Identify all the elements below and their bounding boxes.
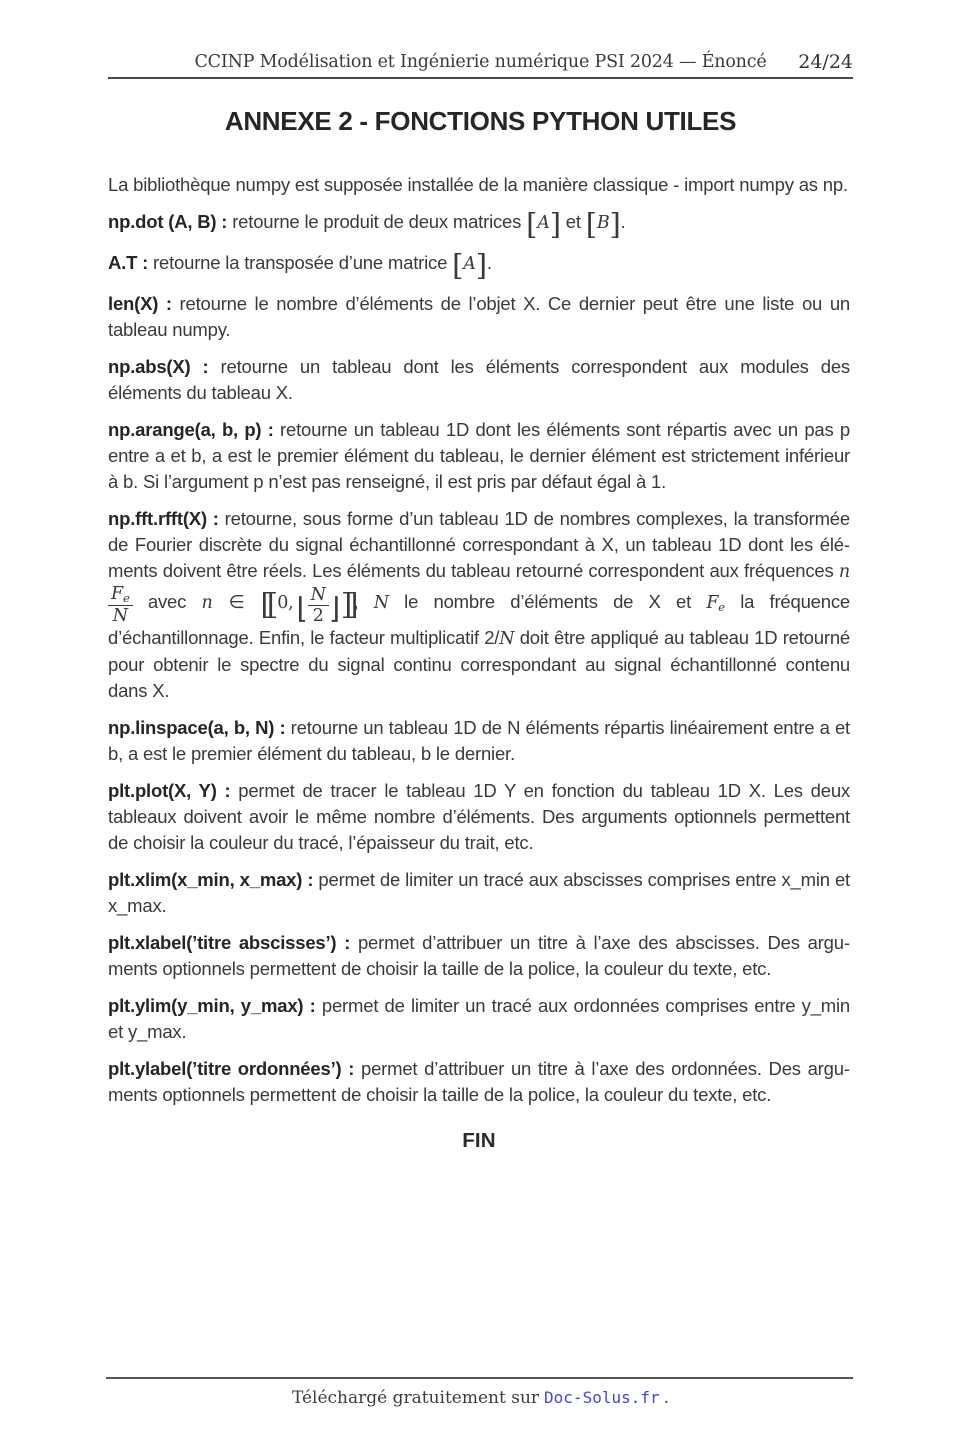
math-var-F: F [706, 593, 719, 614]
entry-plt-ylim [108, 993, 850, 1045]
entry-text: retourne la transposée d’une matrice [148, 252, 453, 273]
double-bracket-open: [[ [260, 587, 274, 622]
page-number: 24/24 [798, 51, 853, 73]
entry-np-arange [108, 417, 850, 495]
entry-np-linspace [108, 715, 850, 767]
left-bracket: [ [526, 207, 538, 241]
entry-text: retourne un tableau dont les éléments correspondent aux modules des éléments du tableau X. [108, 356, 850, 403]
math-var-f: F [111, 584, 123, 604]
math-var-n: n [201, 593, 213, 614]
entry-plt-xlabel [108, 930, 850, 982]
entry-label: np.dot (A, B) : [108, 211, 228, 232]
entry-text: permet d’attribuer un titre à l’axe des ordonnées. Des arguments optionnels permettent de choisir la taille de la police, la couleur du texte, etc. [108, 1058, 850, 1106]
entry-label: plt.ylabel(’titre ordonnées’) : [108, 1058, 355, 1080]
entry-plt-xlim [108, 867, 850, 919]
entry-label: np.abs(X) : [108, 356, 209, 377]
math-zero: 0, [277, 593, 294, 614]
left-bracket: [ [585, 207, 597, 241]
entry-plt-ylabel [108, 1056, 850, 1108]
fraction-denominator: 2 [312, 606, 324, 627]
footer-link[interactable]: Doc-Solus.fr [544, 1388, 660, 1407]
footer-divider [106, 1377, 853, 1379]
math-subscript-e: e [718, 600, 725, 615]
entry-label: np.arange(a, b, p) : [108, 419, 274, 440]
matrix-var-a: A [463, 254, 476, 274]
fraction-denominator: N [112, 606, 128, 627]
double-bracket-close: ]] [340, 587, 354, 622]
entry-text: . [620, 211, 626, 232]
entry-text: retourne un tableau 1D de N éléments répartis linéairement entre a et b, a est le premier élément du tableau, b le dernier. [108, 717, 850, 765]
entry-text: permet de tracer le tableau 1D Y en fonction du tableau 1D X. Les deux tableaux doivent avoir le même nombre d’éléments. Des arguments optionnels permettent de choisir la couleur du tracé, l’épaisseur du trait, etc. [108, 780, 850, 854]
footer-text: Téléchargé gratuitement sur [291, 1388, 540, 1408]
footer-period: . [663, 1388, 670, 1408]
entry-text: . [486, 252, 492, 273]
entry-label: len(X) : [108, 293, 172, 314]
matrix-var-b: B [596, 213, 610, 233]
entry-text: la fréquence d’échantillonnage. Enfin, le facteur multiplicatif 2/ [108, 591, 850, 649]
entry-label: plt.xlim(x_min, x_max) : [108, 869, 314, 891]
fraction-fe-over-n [108, 585, 133, 625]
matrix-var-a: A [537, 213, 550, 233]
right-bracket: ] [549, 207, 561, 241]
entry-label: np.linspace(a, b, N) : [108, 717, 286, 739]
page-header [108, 52, 853, 72]
entry-text: permet d’attribuer un titre à l’axe des abscisses. Des arguments optionnels permettent de choisir la taille de la police, la couleur du texte, etc. [108, 932, 850, 980]
entry-label: np.fft.rfft(X) : [108, 508, 219, 529]
math-var-N: N [499, 629, 515, 650]
right-bracket: ] [475, 248, 487, 282]
entry-np-abs [108, 354, 850, 406]
entry-text: retourne le produit de deux matrices [227, 211, 527, 232]
header-divider [108, 77, 853, 79]
entry-transpose [108, 250, 850, 280]
math-var-N: N [373, 593, 389, 614]
entry-label: plt.plot(X, Y) : [108, 780, 231, 802]
entry-plt-plot [108, 778, 850, 856]
entry-text: avec [132, 591, 202, 613]
header-title: CCINP Modélisation et Ingénierie numérique PSI 2024 — Énoncé [194, 52, 767, 72]
element-of-symbol: ∈ [212, 592, 261, 614]
math-subscript-e: e [122, 591, 130, 605]
entry-text: le nombre d’éléments de X et [388, 591, 707, 613]
math-var-n: n [838, 562, 850, 582]
entry-label: A.T : [108, 252, 149, 273]
page-title: ANNEXE 2 - FONCTIONS PYTHON UTILES [224, 106, 737, 136]
entry-text: , [353, 591, 374, 613]
matrix-a-notation [526, 207, 561, 241]
intro-text: La bibliothèque numpy est supposée installée de la manière classique - import numpy as np. [108, 174, 848, 195]
entry-text: permet de limiter un tracé aux ordonnées comprises entre y_min et y_max. [108, 995, 850, 1043]
floor-close: ⌋ [328, 591, 340, 626]
entry-label: plt.xlabel(’titre abscisses’) : [108, 932, 351, 954]
entry-text: retourne un tableau 1D dont les éléments sont répartis avec un pas p entre a et b, a est le premier élément du tableau, le dernier élément est strictement inférieur à b. Si l’argument p n’est pas renseigné, il est pris par défaut égal à 1. [108, 419, 850, 492]
left-bracket: [ [452, 248, 464, 282]
entry-np-dot [108, 209, 850, 239]
entry-np-fft-rfft [108, 506, 850, 704]
entry-text: permet de limiter un tracé aux abscisses comprises entre x_min et x_max. [108, 869, 850, 917]
paragraph-intro [108, 172, 850, 198]
footer [108, 1388, 853, 1408]
entry-text: et [560, 211, 586, 232]
entry-text: doit être appliqué au tableau 1D retourné pour obtenir le spectre du signal continu correspondant au signal échantillonné contenu dans X. [108, 627, 850, 702]
matrix-b-notation [585, 207, 621, 241]
fin-text: FIN [462, 1129, 496, 1153]
entry-label: plt.ylim(y_min, y_max) : [108, 995, 316, 1017]
floor-open: ⌊ [296, 591, 308, 626]
entry-text: retourne le nombre d’éléments de l’objet X. Ce dernier peut être une liste ou un tableau numpy. [108, 293, 850, 340]
fraction-numerator [108, 585, 133, 606]
fraction-numerator: N [308, 586, 329, 606]
matrix-a-notation [452, 248, 487, 282]
right-bracket: ] [609, 207, 621, 241]
fraction-n-over-2 [308, 586, 329, 626]
entry-text: retourne, sous forme d’un tableau 1D de nombres complexes, la transformée de Fourier discrète du signal échantillonné correspondant à X, un tableau 1D dont les éléments doivent être réels. Les éléments du tableau retourné correspondent aux fréquences [108, 508, 850, 581]
document-body [108, 172, 850, 1154]
entry-len [108, 291, 850, 343]
